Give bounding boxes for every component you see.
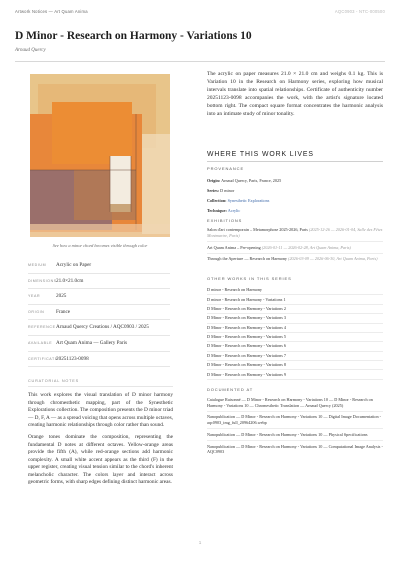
artwork-image[interactable] bbox=[30, 74, 170, 237]
spec-value: Arnaud Quercy Creations / AQC0903 / 2025 bbox=[56, 324, 149, 331]
series-work-link[interactable]: D Minor - Research on Harmony - Variations 7 bbox=[207, 352, 383, 361]
curatorial-notes bbox=[28, 392, 173, 487]
exhibitions-heading: EXHIBITIONS bbox=[207, 218, 243, 223]
breadcrumb[interactable]: Artwork Notices — Art Quam Anima bbox=[15, 8, 88, 14]
page-title: D Minor - Research on Harmony - Variations 10 bbox=[15, 30, 252, 42]
page-number: 1 bbox=[198, 540, 202, 545]
exhibition-item[interactable] bbox=[207, 227, 383, 239]
spec-key: MEDIUM bbox=[28, 263, 47, 267]
artwork-description: The acrylic on paper measures 21.0 × 21.0 cm and weighs 0.1 kg. This is Variation 10 in the Research on Harmony series, exploring how musical intervals translate into spatial relationships. Certificate of authenticity number 20251123-0098 accompanies the work, with the artist's signature located bottom right. The compact square format concentrates the harmonic analysis into an intimate study of minor tonality. bbox=[207, 71, 383, 118]
top-bar bbox=[15, 6, 385, 16]
curatorial-paragraph: This work explores the visual translation of D minor harmony through chromesthetic mapping, part of the Synesthetic Explorations collection. The composition presents the D minor triad — D, F, A — as a spread voicing that opens across multiple octaves, creating harmonic relationships through color rather than sound. bbox=[28, 392, 173, 428]
provenance-technique bbox=[207, 206, 383, 216]
spec-value: Acrylic on Paper bbox=[56, 262, 92, 268]
spec-key: AVAILABLE bbox=[28, 340, 53, 345]
spec-row-reference bbox=[28, 320, 170, 336]
provenance-origin bbox=[207, 176, 383, 186]
spec-key: CERTIFICATE bbox=[28, 356, 58, 361]
documentation-link[interactable]: Catalogue Raisonné — D Minor - Research on Harmony - Variations 10 — D Minor - Research on Harmony - Variations 10 — Chromesthetic Translation — Arnaud Quercy (2025) bbox=[207, 397, 373, 408]
artwork-painting bbox=[30, 74, 170, 237]
spec-row-available bbox=[28, 336, 170, 352]
documented-divider bbox=[207, 428, 383, 429]
documentation-link[interactable]: Nanopublication — D Minor - Research on Harmony - Variations 10 — Physical Specifications bbox=[207, 431, 368, 437]
spec-key: DIMENSIONS bbox=[28, 278, 57, 283]
exhibition-title: Through the Aperture — Research on Harmony bbox=[207, 256, 288, 262]
provenance-heading: PROVENANCE bbox=[207, 166, 245, 171]
specifications-table bbox=[28, 258, 170, 367]
series-work-link[interactable]: D Minor - Research on Harmony - Variations 6 bbox=[207, 342, 383, 351]
where-lives-heading: WHERE THIS WORK LIVES bbox=[207, 151, 314, 158]
spec-value: 2025 bbox=[56, 293, 67, 300]
other-works-heading: OTHER WORKS IN THIS SERIES bbox=[207, 276, 292, 281]
series-work-link[interactable]: D Minor - Research on Harmony - Variations 2 bbox=[207, 305, 383, 314]
spec-value: 21.0×21.0cm bbox=[56, 277, 84, 284]
other-works-section bbox=[207, 276, 383, 380]
exhibition-title: Salon d'art contemporain – Metamorphose 2025-2026, Paris bbox=[207, 227, 308, 232]
provenance-collection bbox=[207, 196, 383, 206]
provenance-label: Collection: bbox=[207, 198, 227, 203]
exhibition-item[interactable] bbox=[207, 256, 383, 262]
exhibition-divider bbox=[207, 241, 383, 242]
artwork-caption: See how a minor chord becomes visible through color bbox=[52, 243, 148, 248]
where-lives-divider bbox=[207, 161, 383, 162]
spec-row-medium bbox=[28, 258, 170, 274]
exhibition-item[interactable] bbox=[207, 245, 383, 251]
header-divider bbox=[15, 61, 385, 62]
exhibition-dates: (2026-01-11 — 2026-02-28, Art Quam Anima, Paris) bbox=[261, 244, 351, 250]
exhibition-title: Art Quam Anima – Pre-opening bbox=[207, 244, 261, 250]
spec-value: France bbox=[56, 308, 71, 315]
documented-divider bbox=[207, 411, 383, 412]
curatorial-heading: CURATORIAL NOTES bbox=[28, 379, 79, 383]
exhibitions-section bbox=[207, 218, 383, 262]
notice-reference: AQC0903 - NTC-000500 bbox=[334, 8, 385, 14]
spec-row-certificate bbox=[28, 352, 170, 368]
provenance-label: Technique: bbox=[207, 208, 227, 213]
spec-value: 20251123-0098 bbox=[56, 355, 89, 362]
documentation-link[interactable]: Nanopublication — D Minor - Research on Harmony - Variations 10 — Computational Image Analysis - AQC0903 bbox=[207, 443, 383, 455]
provenance-series bbox=[207, 186, 383, 196]
provenance-label: Series: bbox=[207, 188, 220, 193]
spec-row-origin bbox=[28, 305, 170, 321]
provenance-value: D minor bbox=[220, 188, 235, 193]
spec-key: REFERENCE bbox=[28, 325, 56, 330]
collection-link[interactable]: Synesthetic Explorations bbox=[227, 198, 270, 203]
exhibition-dates: (2026-03-09 — 2026-06-30, Art Quam Anima, Paris) bbox=[288, 256, 378, 262]
documentation-link[interactable]: Nanopublication — D Minor - Research on Harmony - Variations 10 — Digital Image Documentation - aqc0903_img_full_20964206.webp bbox=[207, 414, 382, 426]
technique-link[interactable]: Acrylic bbox=[227, 208, 241, 213]
series-work-link[interactable]: D Minor - Research on Harmony - Variations 4 bbox=[207, 324, 383, 333]
series-work-link[interactable]: D Minor - Research on Harmony - Variations 3 bbox=[207, 314, 383, 323]
documented-section bbox=[207, 387, 383, 455]
curatorial-divider bbox=[28, 386, 173, 387]
artist-name: Arnaud Quercy bbox=[15, 48, 46, 53]
provenance-label: Origin: bbox=[207, 178, 221, 183]
spec-row-year bbox=[28, 289, 170, 305]
series-work-link[interactable]: D Minor - Research on Harmony - Variations 8 bbox=[207, 361, 383, 370]
series-work-link[interactable]: D Minor - Research on Harmony - Variations 5 bbox=[207, 333, 383, 342]
documented-heading: DOCUMENTED AT bbox=[207, 387, 254, 392]
series-work-link[interactable]: D minor - Research on Harmony - Variations 1 bbox=[207, 295, 383, 304]
series-work-link[interactable]: D minor - Research on Harmony bbox=[207, 286, 383, 295]
series-work-link[interactable]: D Minor - Research on Harmony - Variations 9 bbox=[207, 370, 383, 379]
exhibition-divider bbox=[207, 253, 383, 254]
spec-key: ORIGIN bbox=[28, 309, 45, 314]
documented-divider bbox=[207, 440, 383, 441]
provenance-value: Arnaud Quercy, Paris, France, 2025 bbox=[221, 178, 282, 183]
spec-value: Art Quam Anima — Gallery Paris bbox=[56, 339, 128, 346]
spec-row-dimensions bbox=[28, 274, 170, 290]
exhibition-dates: (2025-12-26 — 2026-01-04, Salle des Fêtes Montmartre, Paris) bbox=[207, 227, 383, 238]
spec-key: YEAR bbox=[28, 294, 41, 299]
provenance-section bbox=[207, 166, 383, 216]
curatorial-paragraph: Orange tones dominate the composition, representing the fundamental D notes at different octaves. Yellow-orange areas provide the fifth (A), while red-orange sections add harmonic complexity. A small white accent appears as the third (F) in the upper register, creating visual tension similar to the chord's inherent melancholic character. The colors layer and interact across geometric forms, with sharp edges defining distinct harmonic areas. bbox=[28, 434, 173, 485]
